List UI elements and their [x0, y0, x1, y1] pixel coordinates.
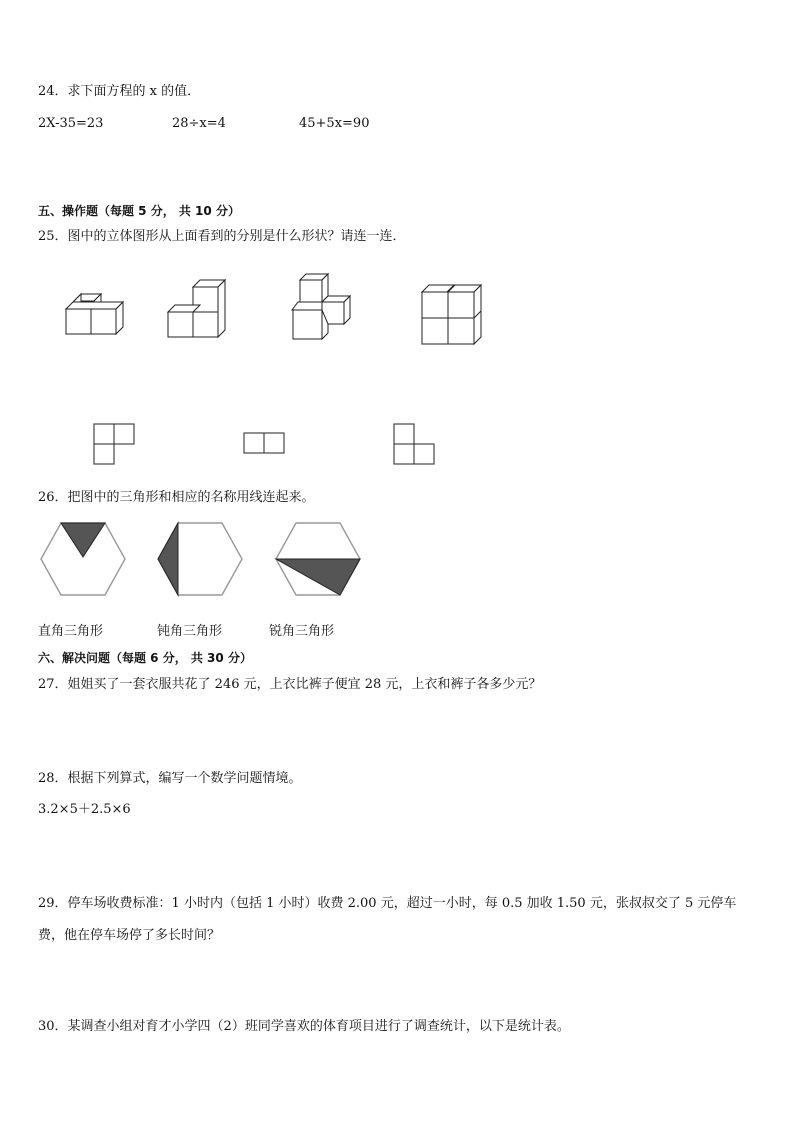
acute-triangle-hexagon-icon [273, 520, 363, 598]
l-shape-solid-icon [62, 290, 128, 336]
label-obtuse-triangle: 钝角三角形 [157, 624, 223, 639]
obtuse-triangle-hexagon-icon [155, 520, 245, 598]
equation-1: 2X-35=23 [38, 116, 104, 131]
q28-expression: 3.2×5＋2.5×6 [38, 802, 131, 817]
q27-text: 27．姐姐买了一套衣服共花了 246 元，上衣比裤子便宜 28 元，上衣和裤子各多少元？ [38, 677, 542, 692]
l-corner-view-icon [393, 423, 437, 465]
two-squares-view-icon [243, 432, 287, 454]
label-acute-triangle: 锐角三角形 [269, 624, 335, 639]
q30-text: 30．某调查小组对育才小学四（2）班同学喜欢的体育项目进行了调查统计，以下是统计表。 [38, 1019, 570, 1034]
section-6-heading: 六、解决问题（每题 6 分， 共 30 分） [38, 651, 252, 665]
square-block-solid-icon [420, 282, 484, 346]
q24-text: 24．求下面方程的 x 的值． [38, 84, 201, 99]
q28-text: 28．根据下列算式，编写一个数学问题情境。 [38, 771, 302, 786]
q25-text: 25．图中的立体图形从上面看到的分别是什么形状？请连一连． [38, 229, 406, 244]
step-solid-icon [164, 276, 230, 340]
equation-3: 45+5x=90 [299, 116, 370, 131]
label-right-triangle: 直角三角形 [38, 624, 104, 639]
l-shape-view-icon [93, 423, 137, 465]
stair-solid-icon [290, 272, 366, 342]
equation-2: 28÷x=4 [172, 116, 226, 131]
q26-text: 26．把图中的三角形和相应的名称用线连起来。 [38, 490, 315, 505]
section-5-heading: 五、操作题（每题 5 分， 共 10 分） [38, 204, 240, 218]
right-triangle-hexagon-icon [38, 520, 128, 598]
q29-line-1: 29．停车场收费标准：1 小时内（包括 1 小时）收费 2.00 元，超过一小时，每 0.5 加收 1.50 元，张叔叔交了 5 元停车 [38, 896, 737, 911]
q29-line-2: 费，他在停车场停了多长时间？ [38, 928, 221, 943]
